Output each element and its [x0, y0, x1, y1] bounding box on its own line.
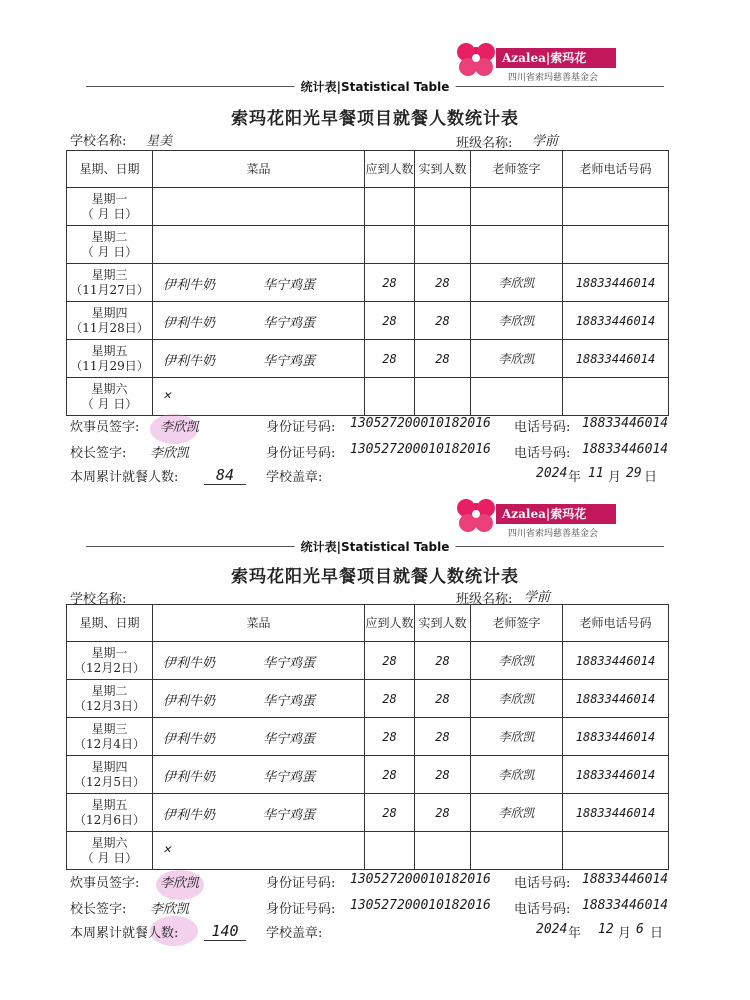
brand-logo [452, 36, 622, 82]
col-header-dishes: 菜品 [153, 605, 365, 642]
class-name-value: 学前 [524, 590, 551, 605]
id-label: 身份证号码: [266, 902, 336, 917]
table-row [67, 756, 669, 794]
actual-count [415, 832, 471, 870]
total-row [70, 922, 690, 942]
weekday: 星期三 [91, 267, 128, 282]
expected-count: 28 [365, 264, 415, 302]
date-day: 6 [636, 922, 644, 937]
day-cell [67, 680, 153, 718]
date-year: 2024 [536, 466, 568, 481]
table-row [67, 264, 669, 302]
cook-phone: 18833446014 [582, 872, 669, 887]
teacher-phone: 18833446014 [563, 718, 669, 756]
table-header-row [67, 151, 669, 188]
table-row [67, 340, 669, 378]
cook-label: 炊事员签字: [70, 876, 140, 891]
weekly-total-label: 本周累计就餐人数: [70, 470, 179, 485]
date: （11月29日） [70, 358, 149, 373]
date-month: 12 [598, 922, 614, 937]
teacher-signature [471, 226, 563, 264]
actual-count [415, 188, 471, 226]
day-cell [67, 756, 153, 794]
teacher-signature [471, 378, 563, 416]
cook-id: 130527200010182016 [350, 416, 491, 431]
weekday: 星期四 [91, 759, 128, 774]
dish-1: 伊利牛奶 [163, 278, 216, 293]
col-header-actual: 实到人数 [415, 151, 471, 188]
principal-label: 校长签字: [70, 902, 127, 917]
col-header-weekday: 星期、日期 [67, 151, 153, 188]
phone-label: 电话号码: [514, 876, 571, 891]
teacher-signature [471, 832, 563, 870]
teacher-phone [563, 226, 669, 264]
cook-signature: 李欣凯 [160, 876, 200, 891]
dish-2: 华宁鸡蛋 [263, 808, 316, 823]
date: （12月4日） [74, 736, 145, 751]
dish-2: 华宁鸡蛋 [263, 656, 316, 671]
cook-phone: 18833446014 [582, 416, 669, 431]
brand-name-en: Azalea [502, 51, 546, 65]
teacher-signature: 李欣凯 [471, 340, 563, 378]
year-label: 年 [568, 470, 582, 485]
class-name-label: 班级名称: [456, 592, 513, 607]
dish-cell [153, 642, 365, 680]
col-header-teacher-sig: 老师签字 [471, 605, 563, 642]
weekly-total-label: 本周累计就餐人数: [70, 926, 179, 941]
dish-cell [153, 264, 365, 302]
teacher-signature: 李欣凯 [471, 718, 563, 756]
class-name-label: 班级名称: [456, 136, 513, 151]
date-day: 29 [626, 466, 642, 481]
day-cell [67, 340, 153, 378]
school-seal-label: 学校盖章: [266, 926, 323, 941]
teacher-signature: 李欣凯 [471, 794, 563, 832]
dish-cell [153, 378, 365, 416]
dish-2: 华宁鸡蛋 [263, 316, 316, 331]
col-header-teacher-sig: 老师签字 [471, 151, 563, 188]
table-row [67, 302, 669, 340]
date: （ 月 日） [81, 396, 138, 411]
expected-count [365, 832, 415, 870]
statistical-table-tag: 统计表|Statistical Table [295, 538, 456, 555]
day-cell [67, 794, 153, 832]
dish-1: ✕ [163, 842, 171, 857]
foundation-name: 四川省索玛慈善基金会 [508, 529, 599, 539]
cook-id: 130527200010182016 [350, 872, 491, 887]
school-name-label: 学校名称: [70, 134, 127, 149]
dish-1: 伊利牛奶 [163, 732, 216, 747]
expected-count: 28 [365, 680, 415, 718]
dish-cell [153, 340, 365, 378]
phone-label: 电话号码: [514, 902, 571, 917]
teacher-signature: 李欣凯 [471, 756, 563, 794]
actual-count [415, 378, 471, 416]
teacher-signature: 李欣凯 [471, 302, 563, 340]
foundation-name: 四川省索玛慈善基金会 [508, 73, 599, 83]
day-cell [67, 302, 153, 340]
dish-1: 伊利牛奶 [163, 354, 216, 369]
actual-count: 28 [415, 680, 471, 718]
date-month: 11 [588, 466, 604, 481]
day-cell [67, 642, 153, 680]
day-label: 日 [650, 926, 664, 941]
month-label: 月 [608, 470, 622, 485]
weekly-total-value: 140 [204, 922, 246, 941]
cook-row [70, 416, 690, 436]
teacher-phone [563, 378, 669, 416]
principal-row [70, 898, 690, 918]
date: （12月3日） [74, 698, 145, 713]
statistical-table-tag: 统计表|Statistical Table [295, 78, 456, 95]
principal-row [70, 442, 690, 462]
teacher-phone: 18833446014 [563, 642, 669, 680]
dish-cell [153, 832, 365, 870]
school-name-value: 星美 [146, 134, 173, 149]
dish-1: 伊利牛奶 [163, 656, 216, 671]
col-header-expected: 应到人数 [365, 151, 415, 188]
brand-logo [452, 492, 622, 538]
actual-count: 28 [415, 340, 471, 378]
teacher-phone: 18833446014 [563, 680, 669, 718]
weekday: 星期二 [91, 229, 128, 244]
weekday: 星期一 [91, 191, 128, 206]
table-row [67, 378, 669, 416]
principal-id: 130527200010182016 [350, 442, 491, 457]
table-row [67, 718, 669, 756]
weekly-total-value: 84 [204, 466, 246, 485]
cook-label: 炊事员签字: [70, 420, 140, 435]
dish-2: 华宁鸡蛋 [263, 694, 316, 709]
page-title: 索玛花阳光早餐项目就餐人数统计表 [231, 109, 519, 129]
class-name-value: 学前 [532, 134, 559, 149]
phone-label: 电话号码: [514, 420, 571, 435]
date: （ 月 日） [81, 850, 138, 865]
expected-count [365, 378, 415, 416]
year-label: 年 [568, 926, 582, 941]
dish-1: 伊利牛奶 [163, 316, 216, 331]
dish-1: 伊利牛奶 [163, 694, 216, 709]
table-row [67, 642, 669, 680]
month-label: 月 [618, 926, 632, 941]
date-year: 2024 [536, 922, 568, 937]
dish-1: 伊利牛奶 [163, 808, 216, 823]
col-header-teacher-phone: 老师电话号码 [563, 605, 669, 642]
dish-1: ✕ [163, 388, 171, 403]
date: （ 月 日） [81, 244, 138, 259]
teacher-phone [563, 832, 669, 870]
expected-count: 28 [365, 718, 415, 756]
actual-count: 28 [415, 264, 471, 302]
form-sheet-2 [0, 488, 750, 988]
dish-1: 伊利牛奶 [163, 770, 216, 785]
azalea-flower-icon [452, 36, 500, 82]
expected-count: 28 [365, 302, 415, 340]
col-header-weekday: 星期、日期 [67, 605, 153, 642]
teacher-phone: 18833446014 [563, 756, 669, 794]
dish-cell [153, 188, 365, 226]
dish-cell [153, 302, 365, 340]
dish-cell [153, 680, 365, 718]
id-label: 身份证号码: [266, 446, 336, 461]
brand-name-cn: 索玛花 [550, 51, 587, 65]
table-row [67, 832, 669, 870]
table-row [67, 794, 669, 832]
teacher-phone: 18833446014 [563, 794, 669, 832]
expected-count: 28 [365, 340, 415, 378]
col-header-teacher-phone: 老师电话号码 [563, 151, 669, 188]
day-cell [67, 226, 153, 264]
weekday: 星期五 [91, 797, 128, 812]
actual-count: 28 [415, 302, 471, 340]
date: （12月5日） [74, 774, 145, 789]
id-label: 身份证号码: [266, 420, 336, 435]
id-label: 身份证号码: [266, 876, 336, 891]
day-cell [67, 264, 153, 302]
date: （ 月 日） [81, 206, 138, 221]
teacher-phone: 18833446014 [563, 302, 669, 340]
table-header-row [67, 605, 669, 642]
meal-count-table [66, 150, 669, 416]
weekday: 星期三 [91, 721, 128, 736]
expected-count: 28 [365, 794, 415, 832]
principal-phone: 18833446014 [582, 442, 669, 457]
teacher-phone: 18833446014 [563, 264, 669, 302]
expected-count [365, 188, 415, 226]
teacher-phone: 18833446014 [563, 340, 669, 378]
teacher-phone [563, 188, 669, 226]
school-name-label: 学校名称: [70, 592, 127, 607]
col-header-dishes: 菜品 [153, 151, 365, 188]
phone-label: 电话号码: [514, 446, 571, 461]
brand-name-en: Azalea [502, 507, 546, 521]
cook-row [70, 872, 690, 892]
dish-2: 华宁鸡蛋 [263, 732, 316, 747]
day-label: 日 [644, 470, 658, 485]
actual-count: 28 [415, 756, 471, 794]
azalea-flower-icon [452, 492, 500, 538]
school-seal-label: 学校盖章: [266, 470, 323, 485]
weekday: 星期五 [91, 343, 128, 358]
expected-count: 28 [365, 756, 415, 794]
table-row [67, 226, 669, 264]
teacher-signature: 李欣凯 [471, 264, 563, 302]
dish-cell [153, 794, 365, 832]
actual-count: 28 [415, 718, 471, 756]
expected-count [365, 226, 415, 264]
actual-count: 28 [415, 642, 471, 680]
weekday: 星期二 [91, 683, 128, 698]
meal-count-table [66, 604, 669, 870]
total-row [70, 466, 690, 486]
dish-2: 华宁鸡蛋 [263, 354, 316, 369]
dish-cell [153, 226, 365, 264]
principal-signature: 李欣凯 [150, 446, 190, 461]
dish-2: 华宁鸡蛋 [263, 770, 316, 785]
brand-name: Azalea|索玛花 [496, 48, 616, 68]
weekday: 星期四 [91, 305, 128, 320]
date: （12月6日） [74, 812, 145, 827]
dish-cell [153, 718, 365, 756]
weekday: 星期六 [91, 835, 128, 850]
actual-count [415, 226, 471, 264]
expected-count: 28 [365, 642, 415, 680]
teacher-signature: 李欣凯 [471, 680, 563, 718]
dish-cell [153, 756, 365, 794]
col-header-expected: 应到人数 [365, 605, 415, 642]
teacher-signature: 李欣凯 [471, 642, 563, 680]
table-row [67, 188, 669, 226]
principal-label: 校长签字: [70, 446, 127, 461]
actual-count: 28 [415, 794, 471, 832]
page-title: 索玛花阳光早餐项目就餐人数统计表 [231, 567, 519, 587]
date: （11月28日） [70, 320, 149, 335]
col-header-actual: 实到人数 [415, 605, 471, 642]
principal-id: 130527200010182016 [350, 898, 491, 913]
principal-signature: 李欣凯 [150, 902, 190, 917]
weekday: 星期六 [91, 381, 128, 396]
day-cell [67, 378, 153, 416]
teacher-signature [471, 188, 563, 226]
cook-signature: 李欣凯 [160, 420, 200, 435]
table-row [67, 680, 669, 718]
brand-name-cn: 索玛花 [550, 507, 587, 521]
date: （12月2日） [74, 660, 145, 675]
dish-2: 华宁鸡蛋 [263, 278, 316, 293]
day-cell [67, 188, 153, 226]
brand-name: Azalea|索玛花 [496, 504, 616, 524]
day-cell [67, 832, 153, 870]
principal-phone: 18833446014 [582, 898, 669, 913]
date: （11月27日） [70, 282, 149, 297]
day-cell [67, 718, 153, 756]
weekday: 星期一 [91, 645, 128, 660]
